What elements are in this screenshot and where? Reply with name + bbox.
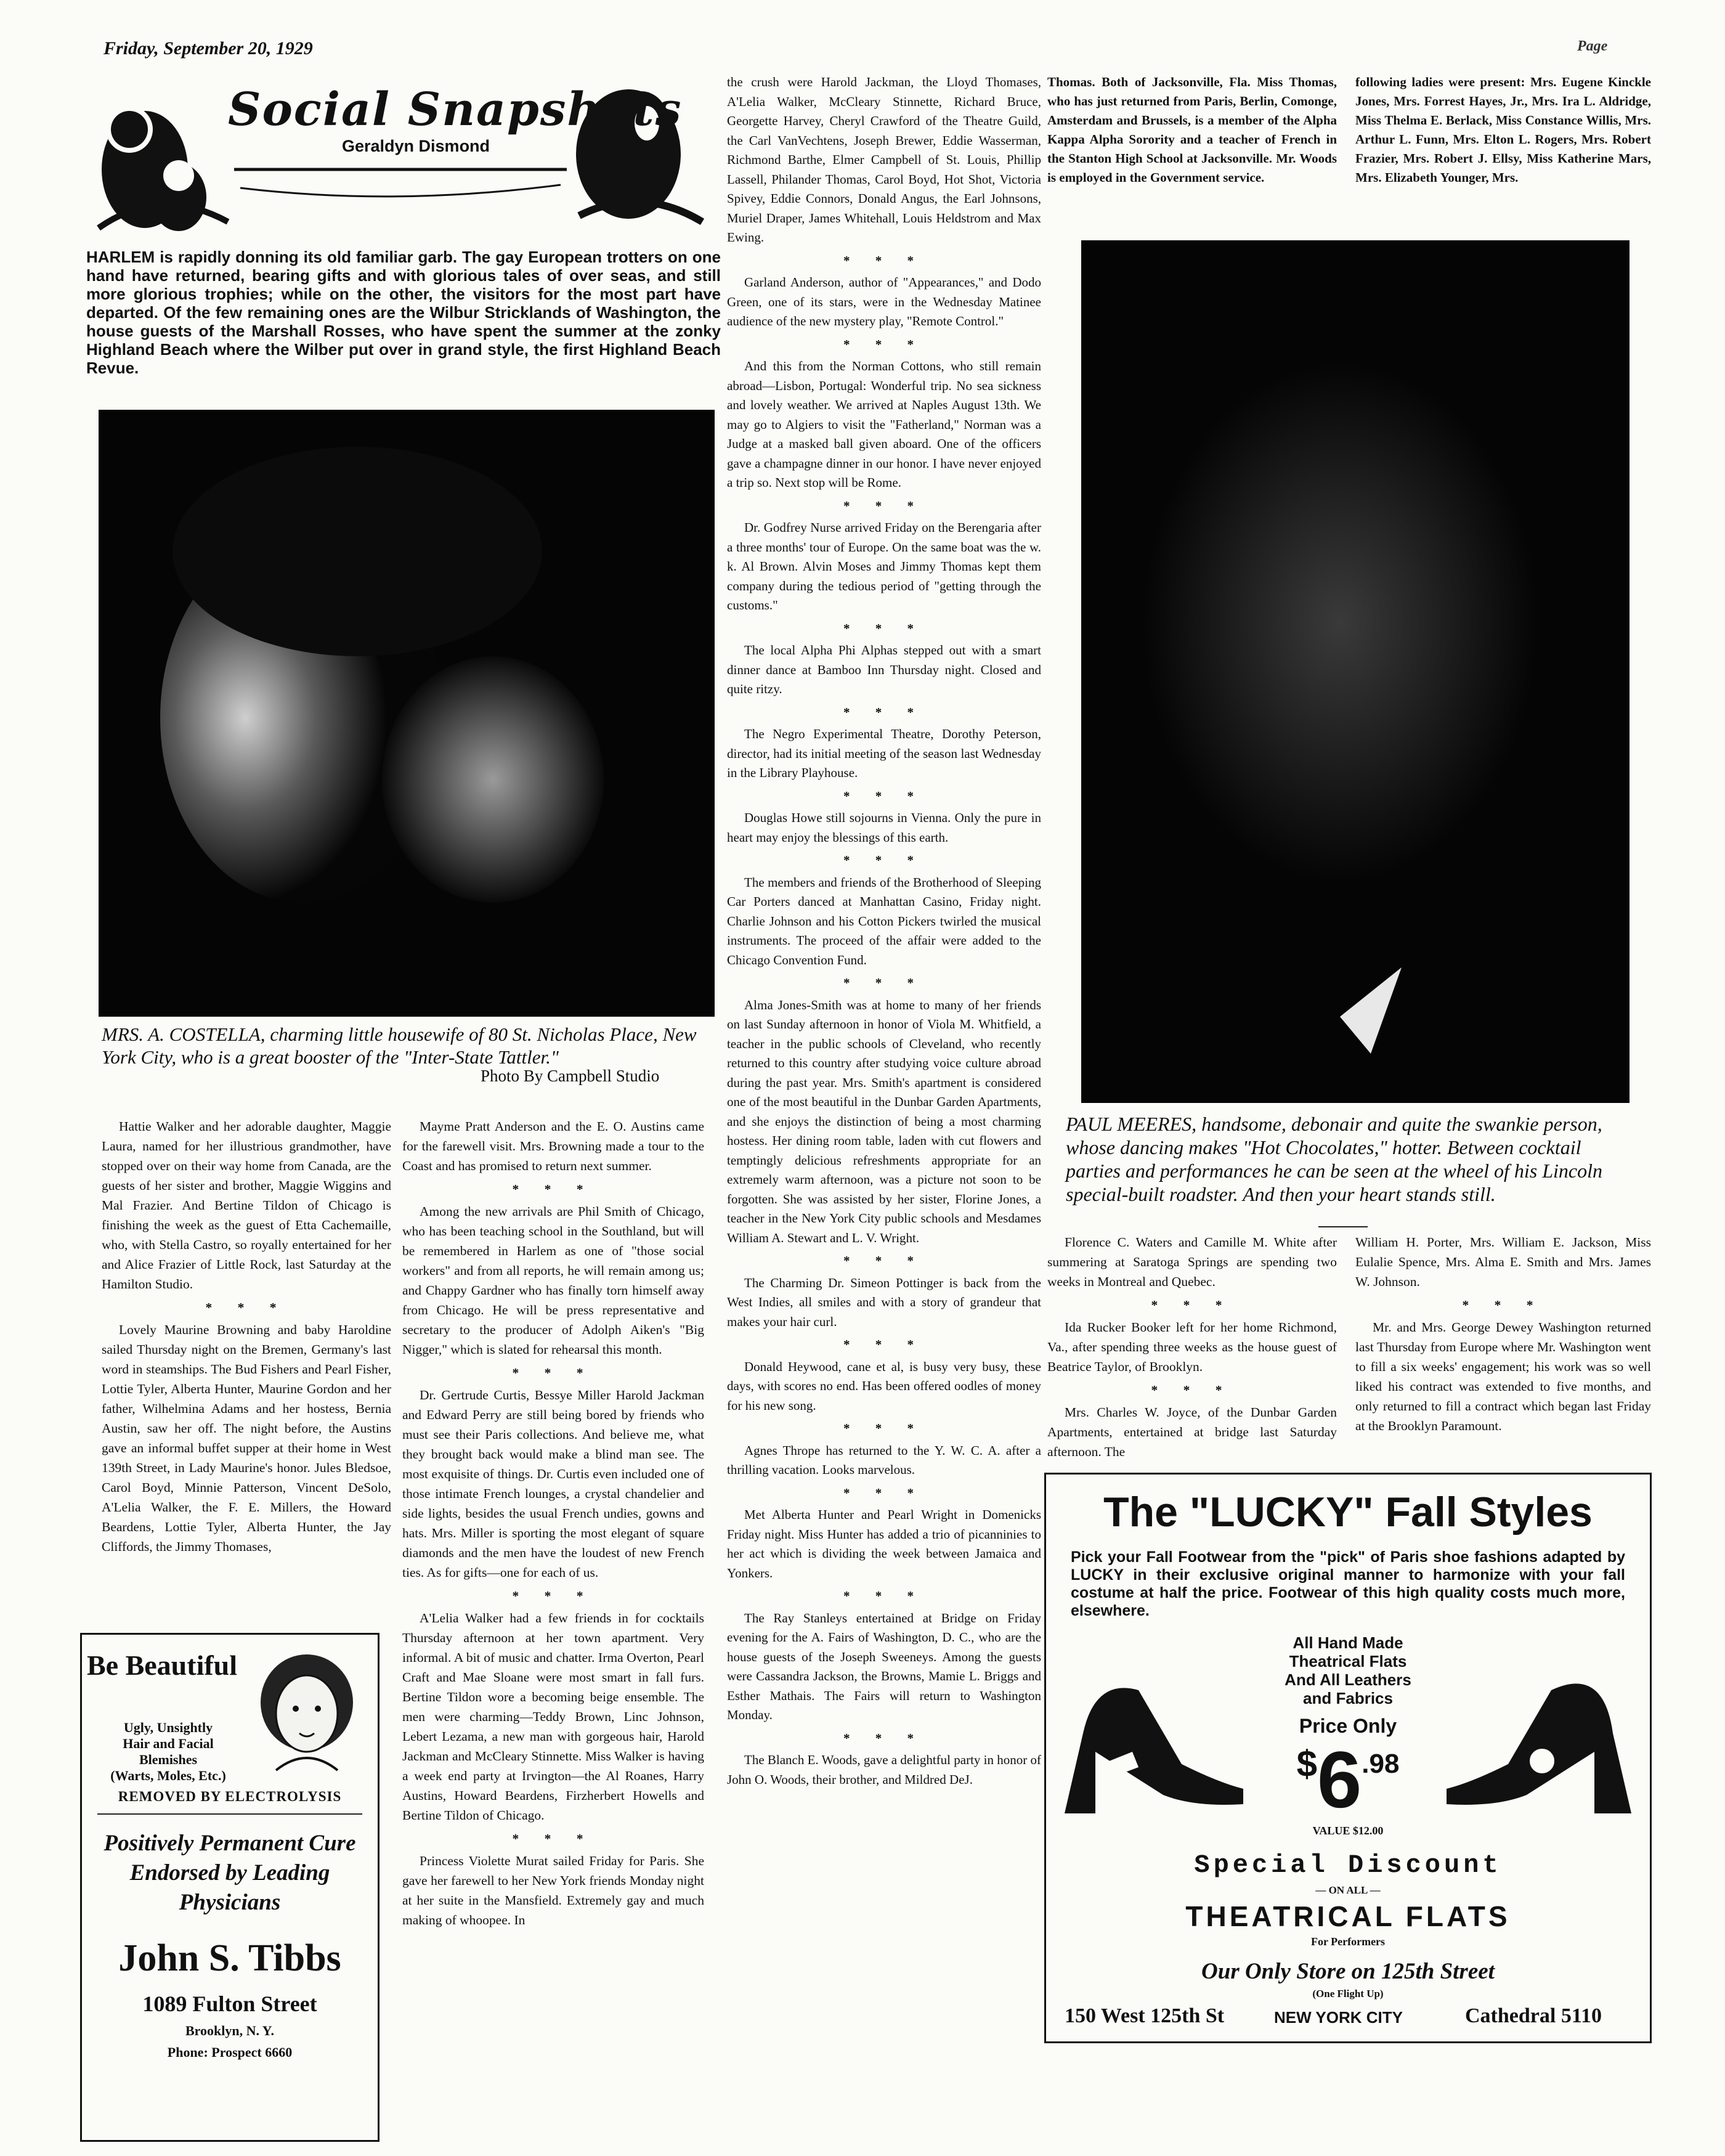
paragraph: Florence C. Waters and Camille M. White after summering at Saratoga Springs are spending two weeks in Montreal and Quebec. bbox=[1047, 1235, 1337, 1289]
paragraph: Donald Heywood, cane et al, is busy very busy, these days, with scores no end. Has been offered oodles of money for his new song. bbox=[727, 1359, 1041, 1413]
ad-blemish-list bbox=[88, 1720, 248, 1784]
ad-john-s-tibbs bbox=[80, 1633, 380, 2142]
separator-stars: * * * bbox=[512, 1589, 595, 1603]
photo-credit: Photo By Campbell Studio bbox=[481, 1067, 660, 1085]
separator-stars: * * * bbox=[843, 975, 925, 990]
separator-stars: * * * bbox=[1151, 1298, 1233, 1312]
article-column-1 bbox=[102, 1117, 391, 1616]
ad-city: NEW YORK CITY bbox=[1274, 2008, 1403, 2027]
paragraph: And this from the Norman Cottons, who still remain abroad—Lisbon, Portugal: Wonderful trip. No sea sickness and lovely weather. We arrived at Naples August 13th. We may go to Algiers to visit the "Fatherland," Norman was a Judge at a masked ball given aboard. One of the officers gave a champagne dinner in our honor. I have never enjoyed a trip so. Next stop will be Rome. bbox=[727, 359, 1041, 490]
ad-flight: (One Flight Up) bbox=[1312, 1988, 1384, 1999]
ad-phone: Cathedral 5110 bbox=[1465, 2004, 1602, 2027]
right-shoe-illustration bbox=[1440, 1641, 1638, 1820]
woman-portrait-icon bbox=[251, 1647, 362, 1776]
divider bbox=[1318, 1226, 1368, 1227]
article-column-3 bbox=[727, 73, 1041, 2143]
ad-body: Pick your Fall Footwear from the "pick" of Paris shoe fashions adapted by LUCKY in their exclusive original manner to harmonize with your fall costume at half the price. Footwear of this high quality costs much more, elsewhere. bbox=[1071, 1548, 1625, 1619]
separator-stars: * * * bbox=[205, 1300, 288, 1315]
photo-paul-meeres bbox=[1081, 240, 1630, 1103]
ad-city: Brooklyn, N. Y. bbox=[185, 2023, 275, 2038]
divider bbox=[97, 1813, 362, 1815]
article-column-5-bottom bbox=[1355, 1232, 1651, 1460]
separator-stars: * * * bbox=[843, 336, 925, 352]
ad-headline: Be Beautiful bbox=[86, 1650, 238, 1681]
separator-stars: * * * bbox=[843, 788, 925, 803]
ad-lucky-fall-styles bbox=[1044, 1473, 1652, 2043]
byline: Geraldyn Dismond bbox=[342, 137, 490, 155]
ad-headline: The "LUCKY" Fall Styles bbox=[1103, 1489, 1593, 1536]
dateline: Friday, September 20, 1929 bbox=[104, 38, 313, 59]
left-shoe-illustration bbox=[1058, 1641, 1249, 1820]
price-dollar: $ bbox=[1296, 1743, 1317, 1784]
paragraph: The Ray Stanleys entertained at Bridge on Friday evening for the A. Fairs of Washington, D. C., who are the house guests of the Joseph Sweeneys. Among the guests were Cassandra Jackson, the Browns, Mamie L. Briggs and Esther Mathais. The Fairs will return to Washington Monday. bbox=[727, 1610, 1041, 1722]
separator-stars: * * * bbox=[843, 704, 925, 720]
ad-store-line: Our Only Store on 125th Street bbox=[1201, 1959, 1495, 1984]
separator-stars: * * * bbox=[1462, 1298, 1544, 1312]
paragraph: The Blanch E. Woods, gave a delightful party in honor of John O. Woods, their brother, and Mildred DeJ. bbox=[727, 1752, 1041, 1787]
separator-stars: * * * bbox=[512, 1365, 595, 1380]
paragraph: A'Lelia Walker had a few friends in for cocktails Thursday afternoon at her town apartment. Very informal. A bit of music and chatter. Irma Overton, Pearl Craft and Mae Sloane were most smart in fall furs. Bertine Tildon wore a becoming beige ensemble. The men were charming—Teddy Brown, Linc Johnson, Lebert Lezama, a new man with gorgeous hair, Harold Jackman and McCleary Stinnette. Miss Walker is having a week end party at Irvington—the Al Roanes, Harry Austins, Howard Beardens, Firzherbert Howells and Bertine Tildon of Chicago. bbox=[402, 1611, 704, 1823]
feature-line: All Hand Made bbox=[1293, 1633, 1403, 1652]
paragraph: Princess Violette Murat sailed Friday for Paris. She gave her farewell to her New York friends Monday night at her suite in the Mansfield. Extremely gay and much making of whoopee. In bbox=[402, 1853, 704, 1927]
ad-on-all: — ON ALL — bbox=[1315, 1884, 1381, 1896]
separator-stars: * * * bbox=[843, 498, 925, 513]
separator-stars: * * * bbox=[843, 620, 925, 636]
paragraph: Dr. Godfrey Nurse arrived Friday on the Berengaria after a three months' tour of Europe. On the same boat was the w. k. Al Brown. Alvin Moses and Jimmy Thomas kept them company during the tedious period of "getting through the customs." bbox=[727, 520, 1041, 612]
page-mark: Page bbox=[1577, 38, 1608, 54]
separator-stars: * * * bbox=[843, 1421, 925, 1436]
separator-stars: * * * bbox=[512, 1831, 595, 1846]
ad-line: Hair and Facial bbox=[123, 1736, 214, 1751]
paragraph: Among the new arrivals are Phil Smith of Chicago, who has been teaching school in the Southland, but will be remembered in Harlem as one of "those social workers" and from all reports, he will remain among us; and Chappy Gardner who has finally torn himself away from Chicago. He will be press representative and secretary to the producer of Adolph Aiken's "Big Nigger," which is slated for rehearsal this month. bbox=[402, 1204, 704, 1357]
feature-line: Theatrical Flats bbox=[1289, 1652, 1407, 1670]
ad-line: Ugly, Unsightly bbox=[123, 1720, 213, 1735]
ad-address: 150 West 125th St bbox=[1065, 2004, 1225, 2027]
paragraph: Mayme Pratt Anderson and the E. O. Austins came for the farewell visit. Mrs. Browning made a tour to the Coast and has promised to return next summer. bbox=[402, 1119, 704, 1173]
portrait-image bbox=[1081, 240, 1630, 1103]
paragraph: The members and friends of the Brotherhood of Sleeping Car Porters danced at Manhattan Casino, Friday night. Charlie Johnson and his Cotton Pickers twirled the musical instruments. The proceed of the affair were added to the Chicago Convention Fund. bbox=[727, 874, 1041, 967]
separator-stars: * * * bbox=[843, 253, 925, 268]
paragraph: The local Alpha Phi Alphas stepped out with a smart dinner dance at Bamboo Inn Thursday night. Closed and quite ritzy. bbox=[727, 643, 1041, 696]
separator-stars: * * * bbox=[512, 1182, 595, 1197]
ad-special-discount: Special Discount bbox=[1194, 1850, 1502, 1880]
ad-price bbox=[1256, 1735, 1440, 1824]
feature-line: And All Leathers bbox=[1285, 1670, 1411, 1689]
paragraph: Garland Anderson, author of "Appearances," and Dodo Green, one of its stars, were in the Wednesday Matinee audience of the new mystery play, "Remote Control." bbox=[727, 275, 1041, 328]
paragraph: Lovely Maurine Browning and baby Haroldine sailed Thursday night on the Bremen, Germany's last word in steamships. The Bud Fishers and Pearl Fisher, Lottie Tyler, Alberta Hunter, Maurine Gordon and her father, Wilhelmina Adams and her hostess, Bernia Austin, saw her off. The night before, the Austins gave an informal buffet supper at their home in West 139th Street, in Lady Maurine's honor. Jules Bledsoe, Carol Boyd, Minnie Patterson, Vincent DeSolo, A'Lelia Walker, the F. E. Millers, the Howard Beardens, Lottie Tyler, Alberta Hunter, the Jay Cliffords, the Jimmy Thomases, bbox=[102, 1322, 391, 1554]
paragraph: William H. Porter, Mrs. William E. Jackson, Miss Eulalie Spence, Mrs. Alma E. Smith and Mrs. James W. Johnson. bbox=[1355, 1235, 1651, 1289]
price-cents: .98 bbox=[1362, 1749, 1400, 1779]
ad-street: 1089 Fulton Street bbox=[142, 1991, 317, 2016]
separator-stars: * * * bbox=[843, 1485, 925, 1500]
article-column-2 bbox=[402, 1117, 704, 2146]
ad-theatrical-flats: THEATRICAL FLATS bbox=[1185, 1900, 1511, 1932]
separator-stars: * * * bbox=[843, 1337, 925, 1352]
separator-stars: * * * bbox=[843, 1253, 925, 1268]
price-main: 6 bbox=[1317, 1735, 1362, 1824]
ad-for-performers: For Performers bbox=[1310, 1935, 1386, 1948]
ad-value: VALUE $12.00 bbox=[1312, 1824, 1384, 1837]
portrait-image bbox=[99, 410, 715, 1017]
paragraph: Agnes Thrope has returned to the Y. W. C. A. after a thrilling vacation. Looks marvelous. bbox=[727, 1442, 1041, 1477]
paragraph: Ida Rucker Booker left for her home Richmond, Va., after spending three weeks as the house guest of Beatrice Taylor, of Brooklyn. bbox=[1047, 1320, 1337, 1374]
feature-line: and Fabrics bbox=[1303, 1689, 1393, 1707]
paragraph: Met Alberta Hunter and Pearl Wright in Domenicks Friday night. Miss Hunter has added a trio of picanninies to her act which is dividing the week between Jamaica and Yonkers. bbox=[727, 1507, 1041, 1580]
ad-removed-line: REMOVED BY ELECTROLYSIS bbox=[118, 1789, 342, 1804]
ad-line: (Warts, Moles, Etc.) bbox=[110, 1768, 226, 1783]
paragraph: The Charming Dr. Simeon Pottinger is back from the West Indies, all smiles and with a story of grandeur that makes your hair curl. bbox=[727, 1275, 1041, 1329]
ad-line: Blemishes bbox=[139, 1752, 198, 1767]
ad-cure-claim: Positively Permanent Cure Endorsed by Leading Physicians bbox=[104, 1831, 356, 1915]
photo-mrs-costella bbox=[99, 410, 715, 1017]
paragraph: Hattie Walker and her adorable daughter, Maggie Laura, named for her illustrious grandmother, have stopped over on their way home from Canada, are the guests of her sister and brother, Maggie Wiggins and Mal Frazier. And Bertine Tildon of Chicago is finishing the week as the guest of Etta Cachemaille, who, with Stella Castro, so royally entertained for her and Alice Frazier of Little Rock, last Saturday at the Hamilton Studio. bbox=[102, 1119, 391, 1292]
article-column-4-bottom bbox=[1047, 1232, 1337, 1460]
separator-stars: * * * bbox=[1151, 1383, 1233, 1397]
separator-stars: * * * bbox=[843, 1730, 925, 1746]
paragraph: following ladies were present: Mrs. Eugene Kinckle Jones, Mrs. Forrest Hayes, Jr., Mrs. Ira L. Aldridge, Miss Thelma E. Berlack, Miss Constance Willis, Mrs. Arthur L. Funn, Mrs. Elton L. Rogers, Mrs. Robert Frazier, Mrs. Robert J. Ellsy, Miss Katherine Mars, Mrs. Elizabeth Younger, Mrs. bbox=[1355, 75, 1651, 185]
paragraph: Dr. Gertrude Curtis, Bessye Miller Harold Jackman and Edward Perry are still being bored by friends who must see their Paris collections. And believe me, what they brought back would make a blind man see. The most exquisite of things. Dr. Curtis even included one of those intimate French lounges, a crystal chandelier and side lights, besides the usual French undies, gowns and hats. Mrs. Miller is sporting the most elegant of square diamonds and the men have the loudest of new French ties. As for gifts—one for each of us. bbox=[402, 1388, 704, 1580]
paragraph: Alma Jones-Smith was at home to many of her friends on last Sunday afternoon in honor of Viola M. Whitfield, a teacher in the public schools of Cleveland, who recently returned to this country after studying voice culture abroad during the past year. Mrs. Smith's apartment is considered one of the most beautiful in the Dunbar Garden Apartments, and she enjoys the distinction of being a most charming hostess. Her dining room table, laden with cut flowers and temptingly delicious refreshments appropriate for an extremely warm afternoon, was a picture not soon to be forgotten. She was assisted by her sister, Florine Jones, a teacher in the New York City public schools and Mesdames William A. Stewart and L. V. Wright. bbox=[727, 997, 1041, 1245]
caption-meeres: PAUL MEERES, handsome, debonair and quite the swankie person, whose dancing makes "Hot Chocolates," hotter. Between cocktail parties and performances he can be seen at the wheel of his Lincoln special-built roadster. And then your heart stands still. bbox=[1066, 1113, 1602, 1205]
caption-costella: MRS. A. COSTELLA, charming little housewife of 80 St. Nicholas Place, New York City, who is a great booster of the "Inter-State Tattler." bbox=[102, 1023, 697, 1068]
paragraph: the crush were Harold Jackman, the Lloyd Thomases, A'Lelia Walker, McCleary Stinnette, Richard Bruce, Georgette Harvey, Cheryl Crawford of the Theatre Guild, the Carl VanVechtens, Joseph Brewer, Eddie Wasserman, Richmond Barthe, Elmer Campbell of St. Louis, Phillip Lassell, Philander Thomas, Carol Boyd, Hot Shot, Victoria Spivey, Eddie Connors, Donald Angus, the Earl Johnsons, Muriel Draper, James Whitehall, Louis Heldstrom and Max Ewing. bbox=[727, 75, 1041, 245]
paragraph: Mrs. Charles W. Joyce, of the Dunbar Garden Apartments, entertained at bridge last Saturday afternoon. The bbox=[1047, 1405, 1337, 1459]
article-column-5-top bbox=[1355, 73, 1651, 208]
paragraph: Douglas Howe still sojourns in Vienna. Only the pure in heart may enjoy the blessings of this earth. bbox=[727, 810, 1041, 845]
column-title: Social Snapshots bbox=[228, 83, 683, 136]
paragraph: Mr. and Mrs. George Dewey Washington returned last Thursday from Europe where Mr. Washington went to fill a six weeks' engagement; his work was so well liked his contract was extended to five months, and only returned to fill a contract which began last Friday at the Brooklyn Paramount. bbox=[1355, 1320, 1651, 1433]
separator-stars: * * * bbox=[843, 853, 925, 868]
lead-paragraph: HARLEM is rapidly donning its old familiar garb. The gay European trotters on one hand have returned, bearing gifts and with glorious tales of over seas, and still more glorious trophies; while on the other, the visitors for the most part have departed. Of the few remaining ones are the Wilbur Stricklands of Washington, the house guests of the Marshall Rosses, who have spent the summer at the zonky Highland Beach where the Wilber put over in grand style, the first Highland Beach Revue. bbox=[86, 248, 721, 377]
separator-stars: * * * bbox=[843, 1589, 925, 1603]
ad-price-label: Price Only bbox=[1299, 1715, 1397, 1737]
ad-name: John S. Tibbs bbox=[118, 1937, 341, 1979]
ad-phone: Phone: Prospect 6660 bbox=[167, 2044, 293, 2060]
article-column-4-top bbox=[1047, 73, 1337, 208]
ad-features bbox=[1256, 1633, 1440, 1707]
column-masthead bbox=[86, 62, 721, 240]
paragraph: The Negro Experimental Theatre, Dorothy Peterson, director, had its initial meeting of the season last Wednesday in the Library Playhouse. bbox=[727, 726, 1041, 780]
paragraph: Thomas. Both of Jacksonville, Fla. Miss Thomas, who has just returned from Paris, Berlin, Comonge, Amsterdam and Brussels, is a member of the Alpha Kappa Alpha Sorority and a teacher of French in the Stanton High School at Jacksonville. Mr. Woods is employed in the Government service. bbox=[1047, 75, 1337, 185]
